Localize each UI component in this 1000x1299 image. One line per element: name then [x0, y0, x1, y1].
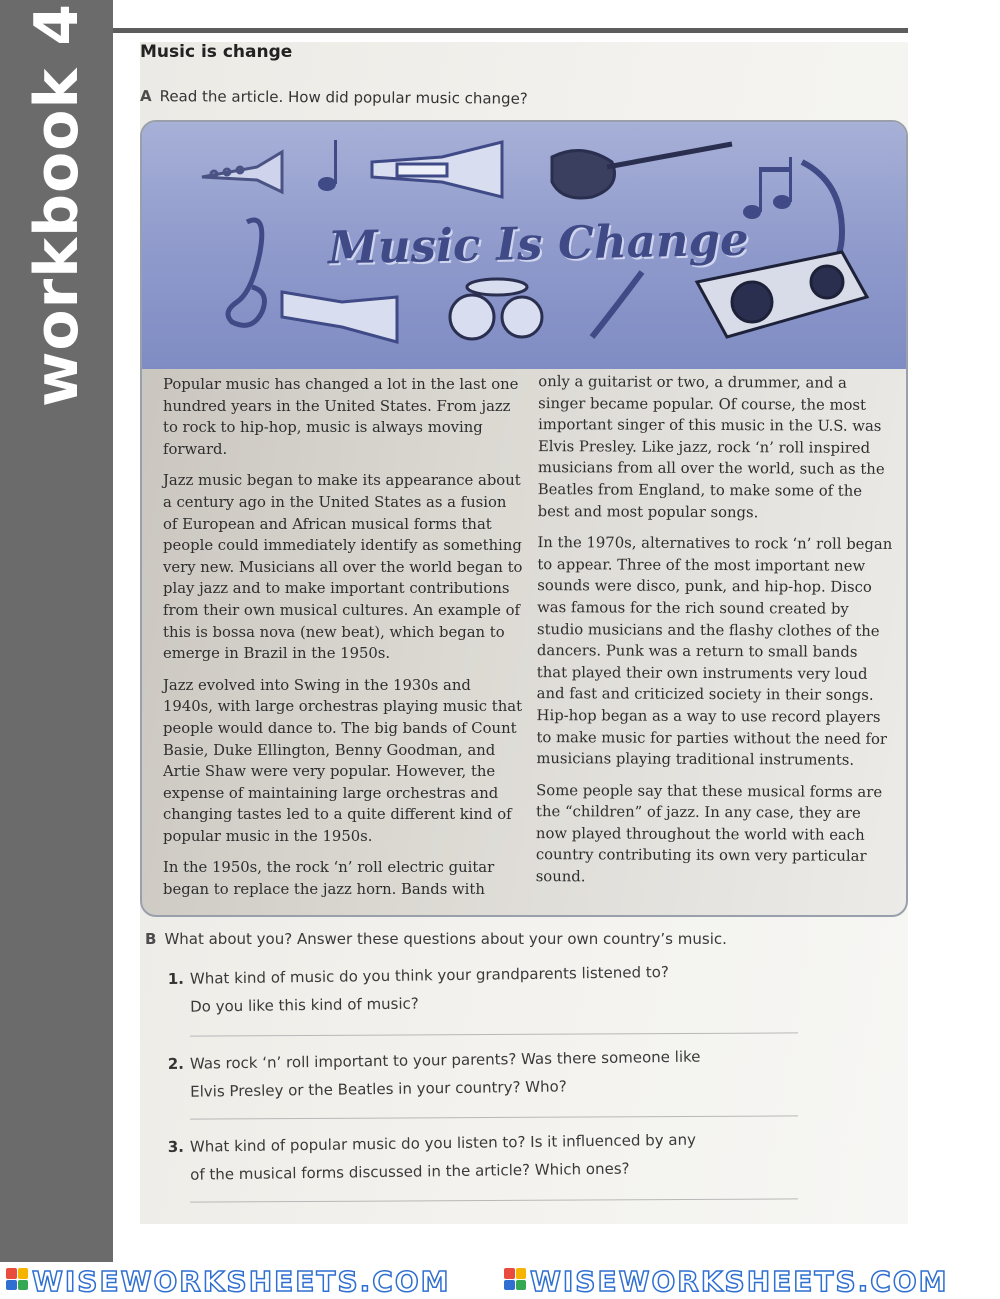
section-b-letter: B [145, 930, 157, 948]
article-paragraph: Jazz music began to make its appearance about a century ago in the United States as a fusion of European and African musical forms that people could immediately identify as something very new. Musicians all over the world began to play jazz and to make important contributions from their own musical cultures. An example of this is bossa nova (new beat), which began to emerge in Brazil in the 1950s. [163, 472, 523, 663]
question-text: Elvis Presley or the Beatles in your country? Who? [190, 1077, 567, 1101]
question-text: What kind of popular music do you listen to? Is it influenced by any [189, 1130, 697, 1156]
article-paragraph: Popular music has changed a lot in the last one hundred years in the United States. From jazz to rock to hip-hop, music is always moving forward. [163, 376, 519, 458]
article-banner-title: Music Is Change [327, 212, 750, 275]
section-title: Music is change [140, 42, 293, 62]
article-column-right [536, 371, 894, 900]
brand-logo-icon [6, 1268, 28, 1290]
question-text: of the musical forms discussed in the article? Which ones? [190, 1159, 630, 1184]
section-a-letter: A [139, 87, 152, 106]
article-paragraph: In the 1950s, the rock ‘n’ roll electric guitar began to replace the jazz horn. Bands with [163, 859, 495, 899]
section-a-text: Read the article. How did popular music change? [159, 87, 528, 108]
music-notes-icon [743, 157, 792, 219]
article-column-left [163, 374, 523, 911]
question-number: 2. [167, 1054, 185, 1074]
music-note-icon [318, 140, 337, 191]
saxophone-icon [592, 272, 642, 337]
question-text: Do you like this kind of music? [190, 994, 419, 1016]
trumpet-icon [202, 152, 282, 192]
brand-logo-icon [504, 1268, 526, 1290]
electric-guitar-icon [552, 144, 732, 198]
sidebar [0, 0, 113, 1262]
question-1 [168, 958, 670, 1021]
trumpet-icon [282, 292, 397, 342]
article-banner [142, 122, 906, 369]
section-b-text: What about you? Answer these questions about your own country’s music. [164, 930, 727, 948]
question-3 [168, 1126, 697, 1189]
question-2 [168, 1043, 701, 1106]
brand-text: WISEWORKSHEETS.COM [530, 1265, 949, 1298]
question-text: What kind of music do you think your grandparents listened to? [189, 963, 669, 988]
article-paragraph: Jazz evolved into Swing in the 1930s and 1940s, with large orchestras playing music that people would dance to. The big bands of Count Basie, Duke Ellington, Benny Goodman, and Artie Shaw were very popular. However, the expense of maintaining large orchestras and changing tastes led to a quite different kind of popular music in the 1950s. [163, 676, 523, 845]
drum-kit-icon [450, 279, 542, 339]
brand-text: WISEWORKSHEETS.COM [32, 1265, 451, 1298]
article-box [140, 120, 908, 917]
footer-watermark [0, 1262, 1000, 1299]
article-paragraph: In the 1970s, alternatives to rock ‘n’ roll began to appear. Three of the most important new sounds were disco, punk, and hip-hop. Disco was famous for the rich sound created by studio musicians and the flashy clothes of the dancers. Punk was a return to small bands that played their own instruments very loud and fast and criticized society in their songs. Hip-hop began as a way to use record players to make music for parties without the need for musicians playing traditional instruments. [536, 534, 893, 769]
section-b-instruction [145, 930, 727, 948]
treble-clef-icon [228, 220, 264, 325]
question-number: 1. [167, 969, 185, 989]
top-divider [113, 28, 908, 33]
workbook-label: workbook 4 [22, 2, 92, 408]
trumpet-icon [372, 142, 502, 197]
question-text: Was rock ‘n’ roll important to your parents? Was there someone like [189, 1047, 701, 1073]
article-paragraph: only a guitarist or two, a drummer, and a singer became popular. Of course, the most important singer of this music in the U.S. was Elvis Presley. Like jazz, rock ‘n’ roll inspired musicians from all over the world, such as the Beatles from England, to make some of the best and most popular songs. [537, 373, 885, 521]
question-number: 3. [167, 1137, 185, 1157]
article-paragraph: Some people say that these musical forms are the “children” of jazz. In any case, they are now played throughout the world with each country contributing its own very particular sound. [535, 781, 883, 886]
section-a-instruction [140, 87, 528, 108]
